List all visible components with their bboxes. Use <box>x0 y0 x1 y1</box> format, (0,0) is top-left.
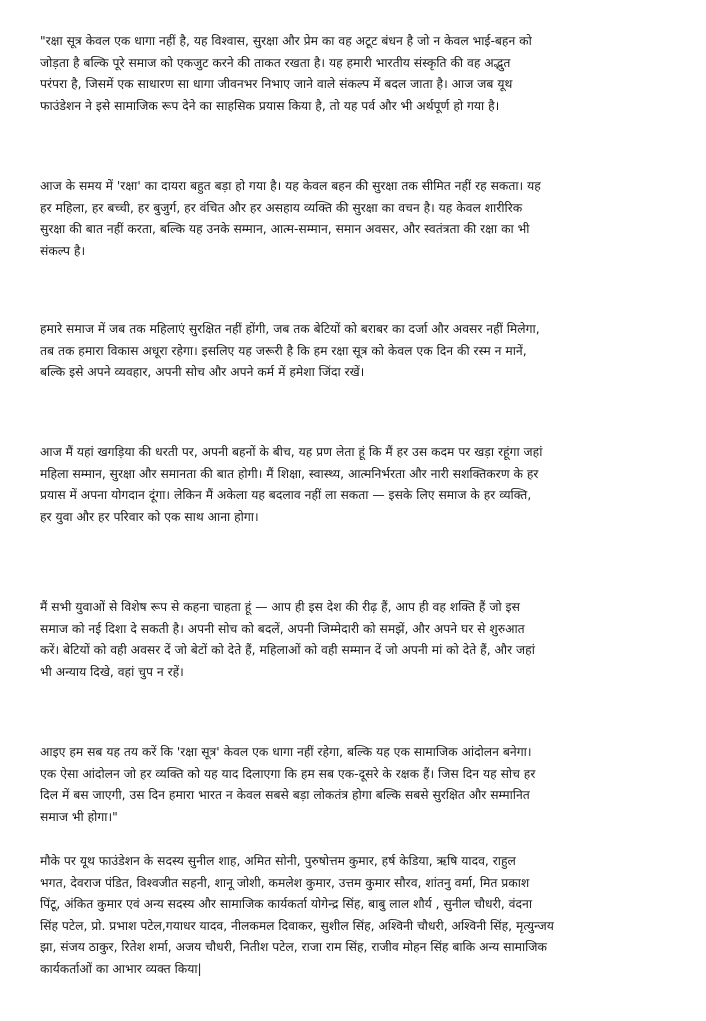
paragraph-women-safety: हमारे समाज में जब तक महिलाएं सुरक्षित नहीं होंगी, जब तक बेटियों को बराबर का दर्जा और अवसर नहीं मिलेगा, तब तक हमारा विकास अधूरा रहेगा। इसलिए यह जरूरी है कि हम रक्षा सूत्र को केवल एक दिन की रस्म न मानें, बल्कि इसे अपने व्यवहार, अपनी सोच और अपने कर्म में हमेशा जिंदा रखें। <box>40 322 540 379</box>
paragraph-social-movement: आइए हम सब यह तय करें कि 'रक्षा सूत्र' केवल एक धागा नहीं रहेगा, बल्कि यह एक सामाजिक आंदोलन बनेगा। एक ऐसा आंदोलन जो हर व्यक्ति को यह याद दिलाएगा कि हम सब एक-दूसरे के रक्षक हैं। जिस दिन यह सोच हर दिल में बस जाएगी, उस दिन हमारा भारत न केवल सबसे बड़ा लोकतंत्र होगा बल्कि सबसे सुरक्षित और सम्मानित समाज भी होगा।" <box>40 745 536 824</box>
paragraph-appeal-to-youth: मैं सभी युवाओं से विशेष रूप से कहना चाहता हूं — आप ही इस देश की रीढ़ हैं, आप ही वह शक्ति हैं जो इस समाज को नई दिशा दे सकती है। अपनी सोच को बदलें, अपनी जिम्मेदारी को समझें, और अपने घर से शुरुआत करें। बेटियों को वही अवसर दें जो बेटों को देते हैं, महिलाओं को वही सम्मान दें जो अपनी मां को देते हैं, और जहां भी अन्याय दिखे, वहां चुप न रहें। <box>40 600 535 679</box>
paragraph-quote-opening: "रक्षा सूत्र केवल एक धागा नहीं है, यह विश्वास, सुरक्षा और प्रेम का वह अटूट बंधन है जो न केवल भाई-बहन को जोड़ता है बल्कि पूरे समाज को एकजुट करने की ताकत रखता है। यह हमारी भारतीय संस्कृति की वह अद्भुत परंपरा है, जिसमें एक साधारण सा धागा जीवनभर निभाए जाने वाले संकल्प में बदल जाता है। आज जब यूथ फाउंडेशन ने इसे सामाजिक रूप देने का साहसिक प्रयास किया है, तो यह पर्व और भी अर्थपूर्ण हो गया है। <box>40 34 532 113</box>
paragraph-pledge: आज मैं यहां खगड़िया की धरती पर, अपनी बहनों के बीच, यह प्रण लेता हूं कि मैं हर उस कदम पर खड़ा रहूंगा जहां महिला सम्मान, सुरक्षा और समानता की बात होगी। मैं शिक्षा, स्वास्थ्य, आत्मनिर्भरता और नारी सशक्तिकरण के हर प्रयास में अपना योगदान दूंगा। लेकिन मैं अकेला यह बदलाव नहीं ला सकता — इसके लिए समाज के हर व्यक्ति, हर युवा और हर परिवार को एक साथ आना होगा। <box>40 445 543 524</box>
paragraph-acknowledgements: मौके पर यूथ फाउंडेशन के सदस्य सुनील शाह, अमित सोनी, पुरुषोत्तम कुमार, हर्ष केडिया, ऋषि यादव, राहुल भगत, देवराज पंडित, विश्वजीत सहनी, शानू जोशी, कमलेश कुमार, उत्तम कुमार सौरव, शांतनु वर्मा, मित प्रकाश पिंटू, अंकित कुमार एवं अन्य सदस्य और सामाजिक कार्यकर्ता योगेन्द्र सिंह, बाबु लाल शौर्य , सुनील चौधरी, वंदना सिंह पटेल, प्रो. प्रभाश पटेल,गयाधर यादव, नीलकमल दिवाकर, सुशील सिंह, अश्विनी चौधरी, अश्विनी सिंह, मृत्युन्जय झा, संजय ठाकुर, रितेश शर्मा, अजय चौधरी, नितीश पटेल, राजा राम सिंह, राजीव मोहन सिंह बाकि अन्य सामाजिक कार्यकर्ताओं का आभार व्यक्त किया| <box>40 854 554 976</box>
paragraph-scope-of-protection: आज के समय में 'रक्षा' का दायरा बहुत बड़ा हो गया है। यह केवल बहन की सुरक्षा तक सीमित नहीं रह सकता। यह हर महिला, हर बच्ची, हर बुजुर्ग, हर वंचित और हर असहाय व्यक्ति की सुरक्षा का वचन है। यह केवल शारीरिक सुरक्षा की बात नहीं करता, बल्कि यह उनके सम्मान, आत्म-सम्मान, समान अवसर, और स्वतंत्रता की रक्षा का भी संकल्प है। <box>40 179 541 258</box>
